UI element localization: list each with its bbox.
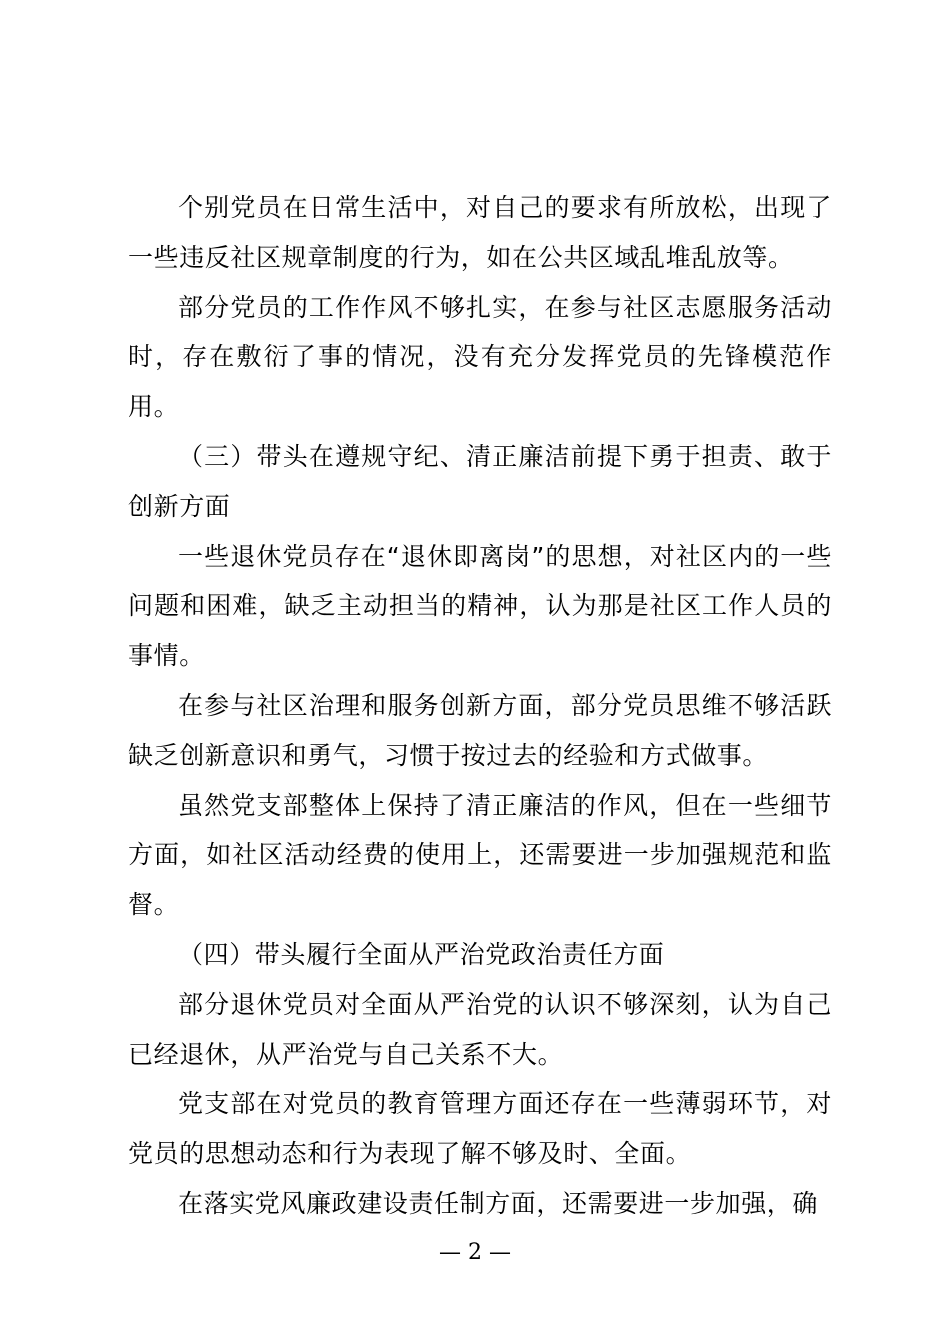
body-paragraph: 部分党员的工作作风不够扎实，在参与社区志愿服务活动时，存在敷衍了事的情况，没有充分发挥党员的先锋模范作用。 [128, 292, 832, 422]
body-paragraph: 虽然党支部整体上保持了清正廉洁的作风，但在一些细节方面，如社区活动经费的使用上，还需要进一步加强规范和监督。 [128, 790, 832, 920]
document-body [128, 183, 832, 1229]
body-paragraph: 在落实党风廉政建设责任制方面，还需要进一步加强，确 [178, 1188, 819, 1218]
body-paragraph: 部分退休党员对全面从严治党的认识不够深刻，认为自己已经退休，从严治党与自己关系不大。 [128, 989, 832, 1069]
body-paragraph: 个别党员在日常生活中，对自己的要求有所放松，出现了一些违反社区规章制度的行为，如在公共区域乱堆乱放等。 [128, 193, 832, 272]
body-paragraph: 一些退休党员存在“退休即离岗”的思想，对社区内的一些问题和困难，缺乏主动担当的精神，认为那是社区工作人员的事情。 [128, 541, 832, 671]
page-number: — 2 — [439, 1240, 511, 1265]
body-paragraph: 在参与社区治理和服务创新方面，部分党员思维不够活跃缺乏创新意识和勇气，习惯于按过去的经验和方式做事。 [128, 690, 832, 770]
section-heading: （三）带头在遵规守纪、清正廉洁前提下勇于担责、敢于创新方面 [128, 441, 832, 521]
body-paragraph: 党支部在对党员的教育管理方面还存在一些薄弱环节，对党员的思想动态和行为表现了解不够及时、全面。 [128, 1089, 832, 1169]
section-heading: （四）带头履行全面从严治党政治责任方面 [178, 939, 665, 969]
